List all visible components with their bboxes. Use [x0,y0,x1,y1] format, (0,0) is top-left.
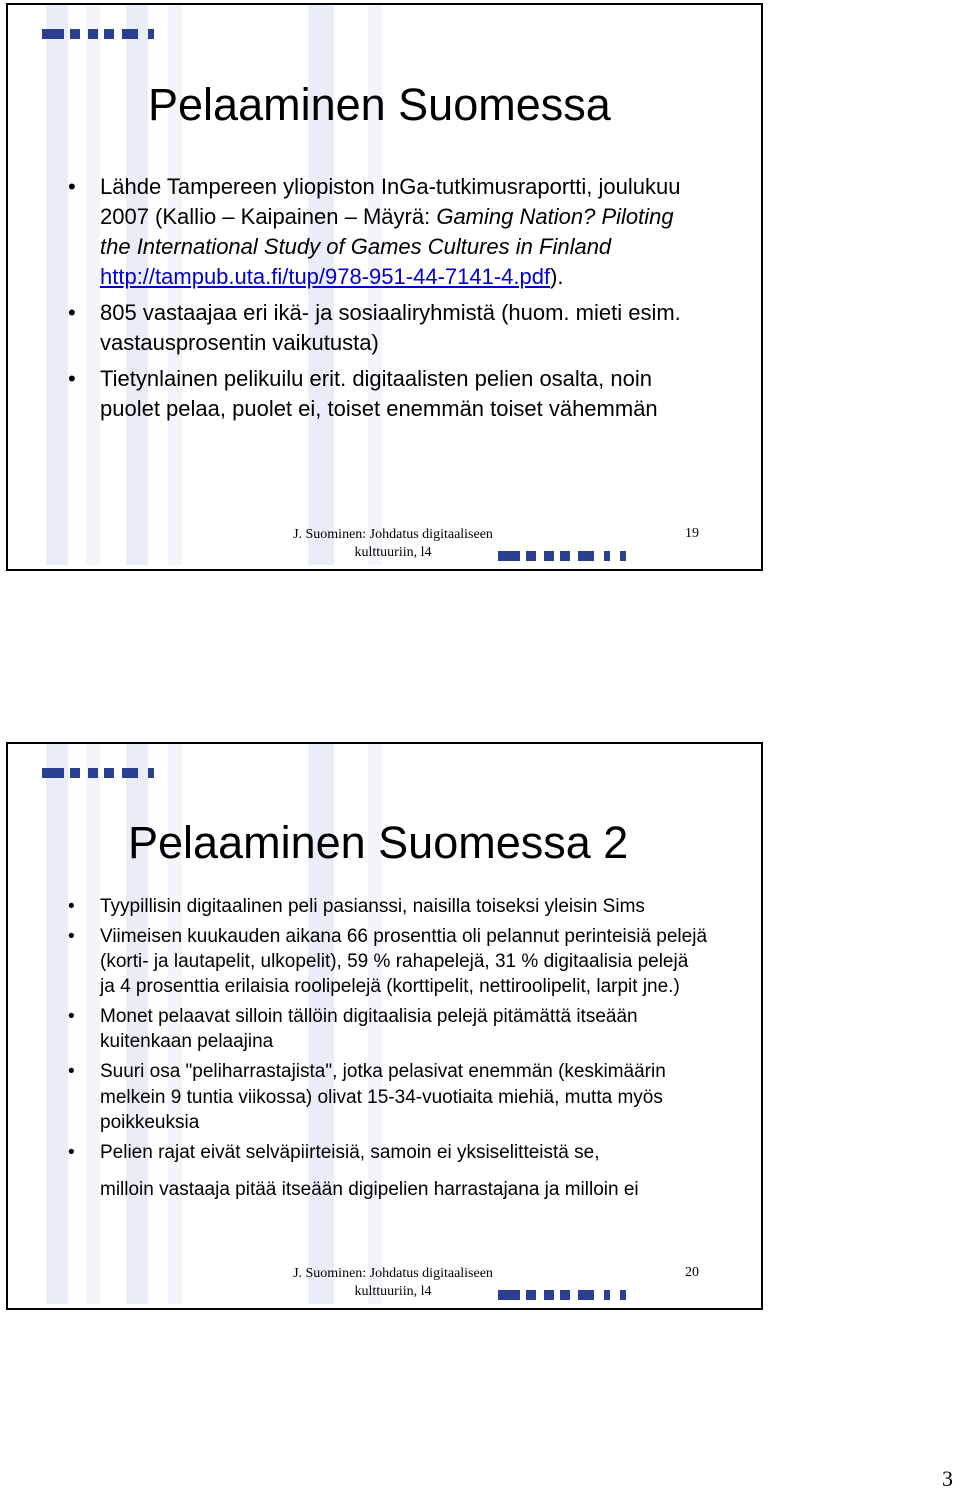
bullet-text: Pelien rajat eivät selväpiirteisiä, samoin ei yksiselitteistä se, [100,1141,600,1163]
report-link[interactable]: http://tampub.uta.fi/tup/978-951-44-7141-4.pdf [100,264,551,289]
list-item [68,1004,708,1055]
slide-footer [273,1265,513,1301]
list-item [68,1059,708,1135]
bullet-text: Lähde Tampereen yliopiston InGa-tutkimusraportti, joulukuu 2007 (Kallio – Kaipainen – Mäyrä: [100,174,681,229]
bullet-icon: • [68,896,75,917]
bullet-text: Tietynlainen pelikuilu erit. digitaalisten pelien osalta, noin puolet pelaa, puolet ei, toiset enemmän toiset vähemmän [100,366,658,421]
bullet-list [68,172,708,430]
bullet-icon: • [68,925,75,947]
list-item [68,1140,708,1165]
footer-line: kulttuuriin, l4 [354,1284,432,1299]
footer-line: kulttuuriin, l4 [354,545,432,560]
slide-footer [273,526,513,562]
bullet-italic-text: Gaming [436,204,514,229]
bullet-text: milloin vastaaja pitää itseään digipelien harrastajana ja milloin ei [100,1178,639,1200]
footer-line: J. Suominen: Johdatus digitaaliseen [293,1266,493,1281]
list-item [68,364,708,424]
decor-stripe [46,744,68,1304]
bullet-icon: • [68,300,76,325]
bullet-icon: • [68,366,76,391]
slide-title: Pelaaminen Suomessa [148,79,611,130]
bullet-icon: • [68,1061,75,1083]
bullet-list [68,894,708,1207]
list-item-continuation [68,1177,708,1202]
bullet-italic-text: Nation? Piloting the International Study of Games Cultures in Finland [100,204,674,259]
slide-20 [6,742,763,1310]
slide-number: 20 [685,1265,699,1280]
slide-title: Pelaaminen Suomessa 2 [128,817,629,868]
slide-number: 19 [685,526,699,541]
bullet-icon: • [68,1141,75,1163]
bullet-icon: • [68,174,76,199]
slide-19 [6,3,763,571]
sheet-page-number: 3 [942,1466,953,1491]
bullet-text: 805 vastaajaa eri ikä- ja sosiaaliryhmistä (huom. mieti esim. vastausprosentin vaikutusta) [100,300,681,355]
footer-line: J. Suominen: Johdatus digitaaliseen [293,527,493,542]
bullet-text: Viimeisen kuukauden aikana 66 prosenttia oli pelannut perinteisiä pelejä (korti- ja lautapelit, ulkopelit), 59 % rahapelejä, 31 % digitaalisia pelejä ja 4 prosenttia erilaisia roolipelejä (korttipelit, nettiroolipelit, larpit jne.) [100,925,708,998]
list-item [68,894,708,919]
bullet-text: Monet pelaavat silloin tällöin digitaalisia pelejä pitämättä itseään kuitenkaan pelaajina [100,1006,638,1053]
list-item [68,298,708,358]
bullet-text: Suuri osa "peliharrastajista", jotka pelasivat enemmän (keskimäärin melkein 9 tuntia viikossa) olivat 15-34-vuotiaita miehiä, mutta myös poikkeuksia [100,1061,666,1133]
bullet-icon: • [68,1006,75,1028]
bullet-text: ). [550,264,564,289]
list-item [68,172,708,292]
bullet-text: Tyypillisin digitaalinen peli pasianssi, naisilla toiseksi yleisin Sims [100,896,645,917]
list-item [68,924,708,1000]
decor-stripe [46,5,68,565]
